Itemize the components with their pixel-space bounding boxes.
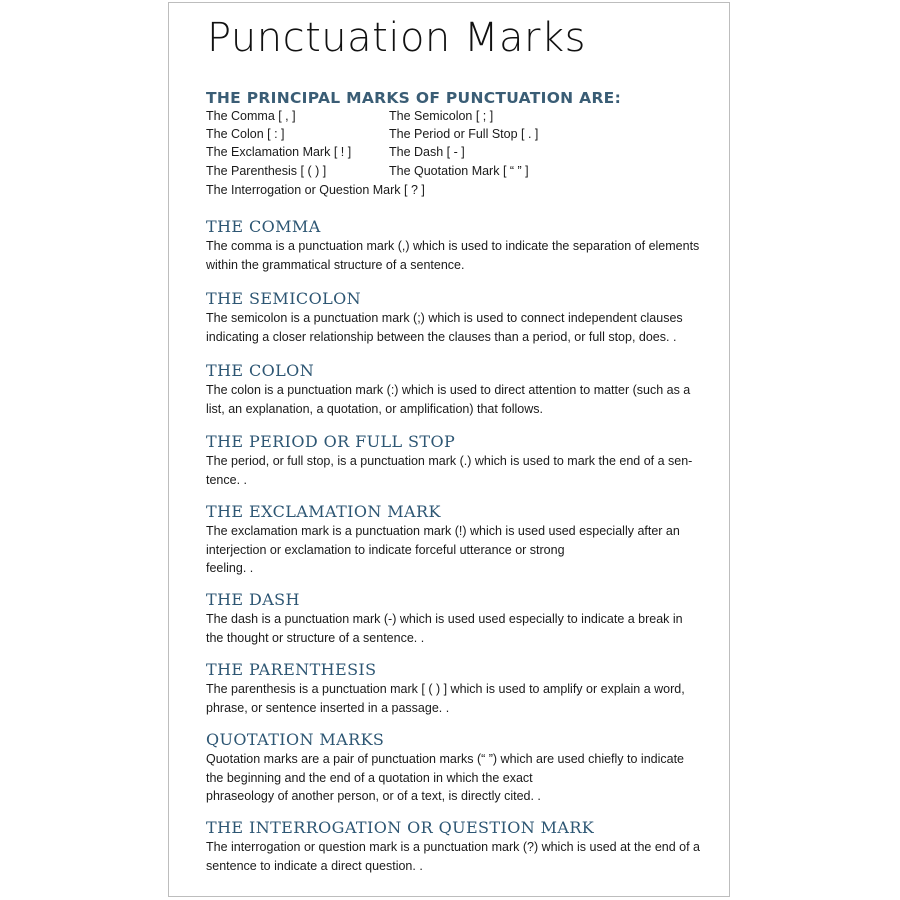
- mark-item-semicolon: The Semicolon [ ; ]: [389, 109, 494, 123]
- section-body: The parenthesis is a punctuation mark [ ( ) ] which is used to amplify or explain a word, phrase, or sentence inserted in a passage. .: [206, 682, 685, 715]
- section-semicolon: [206, 289, 706, 361]
- section-heading: QUOTATION MARKS: [206, 730, 385, 749]
- mark-item-period: The Period or Full Stop [ . ]: [389, 127, 539, 141]
- section-exclamation: [206, 502, 706, 590]
- section-heading: THE PERIOD OR FULL STOP: [206, 432, 456, 451]
- mark-item-dash: The Dash [ - ]: [389, 145, 465, 159]
- section-body: The interrogation or question mark is a punctuation mark (?) which is used at the end of a sentence to indicate a direct question. .: [206, 840, 701, 873]
- page-title: Punctuation Marks: [207, 15, 586, 61]
- mark-item-parenthesis: The Parenthesis [ ( ) ]: [206, 164, 327, 178]
- section-body: The semicolon is a punctuation mark (;) which is used to connect independent clauses indicating a closer relationship between the clauses than a period, or full stop, does. .: [206, 311, 683, 344]
- marks-row: [206, 164, 706, 183]
- document-card: [168, 2, 730, 897]
- mark-item-exclamation: The Exclamation Mark [ ! ]: [206, 145, 352, 159]
- definitions-list: [206, 217, 706, 878]
- section-question: [206, 818, 706, 878]
- section-body: The dash is a punctuation mark (-) which is used used especially to indicate a break in the thought or structure of a sentence. .: [206, 612, 683, 645]
- section-quotation: [206, 730, 706, 818]
- section-heading: THE INTERROGATION OR QUESTION MARK: [206, 818, 595, 837]
- mark-item-comma: The Comma [ , ]: [206, 109, 296, 123]
- section-body: The colon is a punctuation mark (:) which is used to direct attention to matter (such as a list, an explanation, a quotation, or amplification) that follows.: [206, 383, 691, 416]
- section-body: The exclamation mark is a punctuation mark (!) which is used used especially after an interjection or exclamation to indicate forceful utterance or strong feeling. .: [206, 524, 680, 575]
- section-body: Quotation marks are a pair of punctuation marks (“ ”) which are used chiefly to indicate the beginning and the end of a quotation in which the exact phraseology of another person, or of a text, is directly cited. .: [206, 752, 684, 803]
- section-heading: THE EXCLAMATION MARK: [206, 502, 441, 521]
- section-parenthesis: [206, 660, 706, 730]
- section-body: The comma is a punctuation mark (,) which is used to indicate the separation of elements within the grammatical structure of a sentence.: [206, 239, 700, 272]
- marks-row: [206, 109, 706, 127]
- mark-item-quotation: The Quotation Mark [ “ ” ]: [389, 164, 529, 178]
- section-period: [206, 432, 706, 502]
- section-colon: [206, 361, 706, 432]
- marks-row: [206, 183, 706, 201]
- mark-item-question: The Interrogation or Question Mark [ ? ]: [206, 183, 425, 197]
- section-body: The period, or full stop, is a punctuation mark (.) which is used to mark the end of a sen- tence. .: [206, 454, 693, 487]
- section-heading: THE SEMICOLON: [206, 289, 362, 308]
- marks-row: [206, 127, 706, 145]
- mark-item-colon: The Colon [ : ]: [206, 127, 285, 141]
- marks-row: [206, 145, 706, 164]
- principal-marks-list: [206, 109, 706, 201]
- section-heading: THE COMMA: [206, 217, 321, 236]
- section-heading: THE PARENTHESIS: [206, 660, 377, 679]
- section-dash: [206, 590, 706, 660]
- section-comma: [206, 217, 706, 289]
- section-heading: THE COLON: [206, 361, 315, 380]
- principal-marks-heading: THE PRINCIPAL MARKS OF PUNCTUATION ARE:: [206, 89, 622, 107]
- section-heading: THE DASH: [206, 590, 300, 609]
